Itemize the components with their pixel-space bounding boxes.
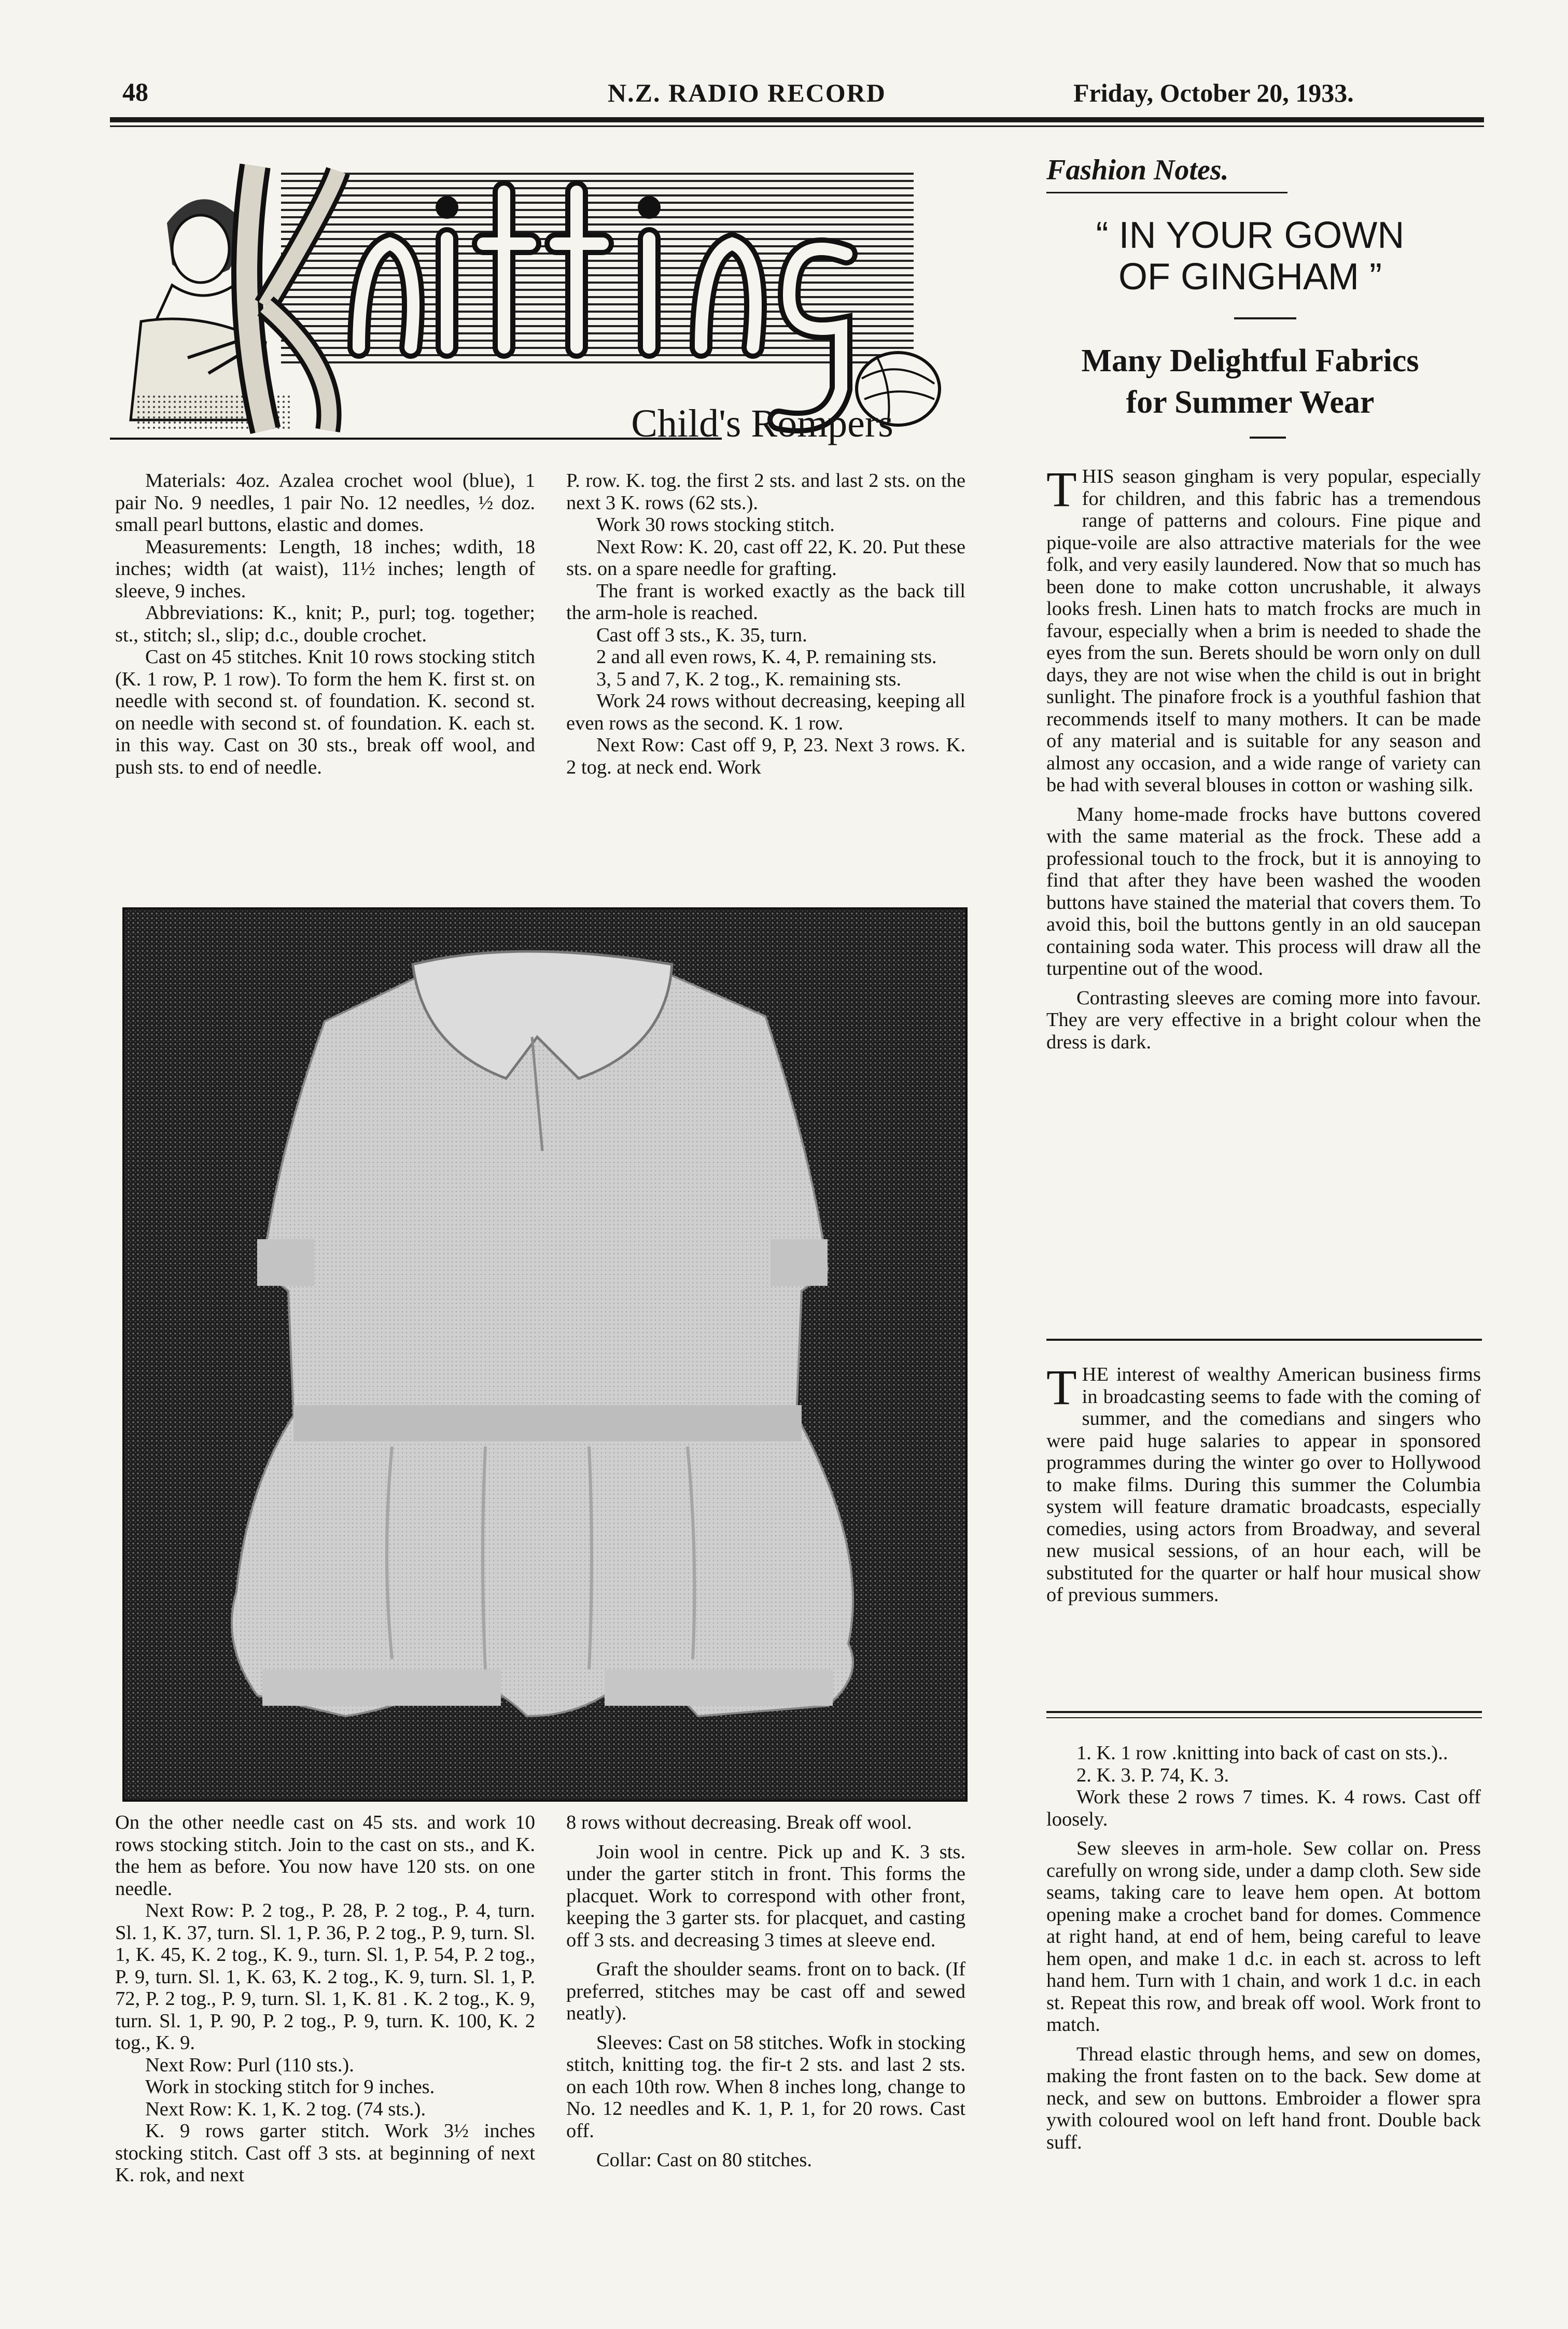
knitting-paragraph: 3, 5 and 7, K. 2 tog., K. remaining sts. [596,668,902,690]
knitting-paragraph: 2. K. 3. P. 74, K. 3. [1076,1764,1229,1786]
subhead-divider [1250,437,1286,439]
knitting-col2-top [566,470,965,778]
knitting-paragraph: Next Row: Cast off 9, P, 23. Next 3 rows. K. 2 tog. at neck end. Work [566,734,965,778]
knitting-paragraph: Materials: 4oz. Azalea crochet wool (blue), 1 pair No. 9 needles, 1 pair No. 12 needles, ½ doz. small pearl buttons, elastic and domes. [115,470,535,536]
fashion-dropcap: T [1046,461,1077,517]
headline-divider [1234,317,1296,319]
fashion-subhead [1016,340,1484,423]
subhead-line: Many Delightful Fabrics [1081,343,1419,378]
knitting-paragraph: On the other needle cast on 45 sts. and work 10 rows stocking stitch. Join to the cast on sts., and K. the hem as before. You now have 120 sts. on one needle. [115,1812,535,1900]
page-number: 48 [122,77,148,106]
fashion-paragraph: Contrasting sleeves are coming more into favour. They are very effective in a bright colour when the dress is dark. [1046,987,1481,1053]
knitting-paragraph: The frant is worked exactly as the back till the arm-hole is reached. [566,580,965,624]
headline-line: “ IN YOUR GOWN [1096,215,1405,256]
knitting-paragraph: Next Row: P. 2 tog., P. 28, P. 2 tog., P. 4, turn. Sl. 1, K. 37, turn. Sl. 1, P. 36, P. 2 tog., P. 9, turn. Sl. 1, K. 45, K. 2 tog., K. 9., turn. Sl. 1, P. 54, P. 2 tog., P. 9, turn. Sl. 1, K. 63, K. 2 tog., K. 9, turn. Sl. 1, P. 72, P. 2 tog., P. 9, turn. Sl. 1, K. 81 . K. 2 tog., K. 9, turn. Sl. 1, P. 90, P. 2 tog., P. 9, turn. K. 100, K. 2 tog., K. 9. [115,1900,535,2054]
knitting-paragraph: 8 rows without decreasing. Break off wool. [566,1812,912,1833]
knitting-col2-bottom [566,1812,965,2171]
fashion-paragraph: Many home-made frocks have buttons covered with the same material as the frock. These add a professional touch to the frock, but it is annoying to find that after they have been washed the wooden buttons have stained the material that covers them. To avoid this, boil the buttons gently in an old saucepan containing soda water. This process will draw all the turpentine out of the wood. [1046,803,1481,979]
fashion-headline [1016,215,1484,298]
rompers-photo [122,907,968,1802]
knitting-paragraph: Thread elastic through hems, and sew on domes, making the front fasten on to the back. Sew dome at neck, and sew on buttons. Embroider a flower spra ywith coloured wool on left hand front. Double back suff. [1046,2043,1481,2153]
knitting-banner-illustration [110,150,960,441]
knitting-paragraph: Collar: Cast on 80 stitches. [596,2149,812,2171]
knitting-col1-bottom [115,1812,535,2186]
knitting-paragraph: Sleeves: Cast on 58 stitches. Wofk in stocking stitch, knitting tog. the fir-t 2 sts. and last 2 sts. on each 10th row. When 8 inches long, change to No. 12 needles and K. 1, P. 1, for 20 rows. Cast off. [566,2031,965,2142]
knitting-paragraph: 2 and all even rows, K. 4, P. remaining sts. [596,646,937,668]
knitting-paragraph: 1. K. 1 row .knitting into back of cast on sts.).. [1076,1742,1448,1764]
knitting-paragraph: Next Row: K. 1, K. 2 tog. (74 sts.). [145,2098,426,2120]
knitting-paragraph: Graft the shoulder seams. front on to back. (If preferred, stitches may be cast off and sewed neatly). [566,1958,965,2024]
kicker-rule [1046,192,1287,193]
column-separator [1046,1339,1482,1341]
radio-dropcap: T [1046,1359,1077,1415]
radio-note [1046,1359,1481,1606]
header-rule-thin [110,125,1484,127]
knitting-col3-bottom [1046,1742,1481,2153]
headline-line: OF GINGHAM ” [1118,256,1382,298]
knitting-paragraph: Work 24 rows without decreasing, keeping all even rows as the second. K. 1 row. [566,690,965,734]
column-separator-thin [1046,1717,1482,1718]
fashion-body [1046,461,1481,1053]
publication-title: N.Z. RADIO RECORD [608,78,886,107]
knitting-paragraph: Sew sleeves in arm-hole. Sew collar on. Press carefully on wrong side, under a damp cloth. Sew side seams, taking care to leave hem open. At bottom opening make a crochet band for domes. Commence at right hand, at end of hem, being careful to leave hem open, and make 1 d.c. in each st. across to left hand hem. Turn with 1 chain, and work 1 d.c. in each st. Repeat this row, and break off wool. Work front to match. [1046,1837,1481,2036]
knitting-paragraph: Work 30 rows stocking stitch. [596,514,835,536]
knitting-paragraph: K. 9 rows garter stitch. Work 3½ inches stocking stitch. Cast off 3 sts. at beginning of next K. rok, and next [115,2120,535,2186]
fashion-paragraph [1046,461,1481,796]
column-separator [1046,1711,1482,1713]
knitting-paragraph: Work in stocking stitch for 9 inches. [145,2076,435,2098]
knitting-paragraph: Abbreviations: K., knit; P., purl; tog. together; st., stitch; sl., slip; d.c., double crochet. [115,602,535,646]
fashion-kicker: Fashion Notes. [1046,154,1229,186]
knitting-paragraph: Cast off 3 sts., K. 35, turn. [596,624,807,646]
knitting-col1-top [115,470,535,778]
subhead-line: for Summer Wear [1126,385,1375,420]
knitting-paragraph: Next Row: K. 20, cast off 22, K. 20. Put these sts. on a spare needle for grafting. [566,536,965,580]
knitting-paragraph: Cast on 45 stitches. Knit 10 rows stocking stitch (K. 1 row, P. 1 row). To form the hem K. first st. on needle with second st. of foundation. K. second st. on needle with second st. of foundation. K. each st. in this way. Cast on 30 sts., break off wool, and push sts. to end of needle. [115,646,535,778]
rompers-garment-icon [232,964,853,1716]
issue-date: Friday, October 20, 1933. [1073,78,1354,107]
knitting-paragraph: Measurements: Length, 18 inches; wdith, 18 inches; width (at waist), 11½ inches; length of sleeve, 9 inches. [115,536,535,602]
rompers-title: Child's Rompers [631,402,893,445]
knitting-paragraph: P. row. K. tog. the first 2 sts. and last 2 sts. on the next 3 K. rows (62 sts.). [566,470,965,514]
radio-note-text: HE interest of wealthy American business firms in broadcasting seems to fade with the coming of summer, and the comedians and singers who were paid huge salaries to appear in sponsored programmes during the winter go over to Hollywood to make films. During this summer the Columbia system will feature dramatic broadcasts, especially comedies, using actors from Broadway, and several new musical sessions, of an hour each, will be substituted for the quarter or half hour musical show of previous summers. [1046,1364,1481,1606]
knitting-paragraph: Join wool in centre. Pick up and K. 3 sts. under the garter stitch in front. This forms the placquet. Work to correspond with other front, keeping the 3 garter sts. for placquet, and casting off 3 sts. and decreasing 3 times at sleeve end. [566,1841,965,1951]
knitting-paragraph: Work these 2 rows 7 times. K. 4 rows. Cast off loosely. [1046,1786,1481,1830]
header-rule [110,117,1484,122]
knitting-paragraph: Next Row: Purl (110 sts.). [145,2054,354,2076]
radio-note-paragraph [1046,1359,1481,1606]
fashion-paragraph-text: HIS season gingham is very popular, especially for children, and this fabric has a tremendous range of patterns and colours. Fine pique and pique-voile are also attractive materials for the wee folk, and very easily laundered. Now that so much has been done to make cotton uncrushable, it always looks fresh. Linen hats to match frocks are much in favour, especially when a brim is needed to shade the eyes from the sun. Berets should be worn only on dull days, they are not wise when the child is out in bright sunlight. The pinafore frock is a youthful fashion that recommends itself to many mothers. It can be made of any material and is suitable for any season and almost any occasion, and a wide range of variety can be had with several blouses in cotton or washing silk. [1046,466,1481,796]
